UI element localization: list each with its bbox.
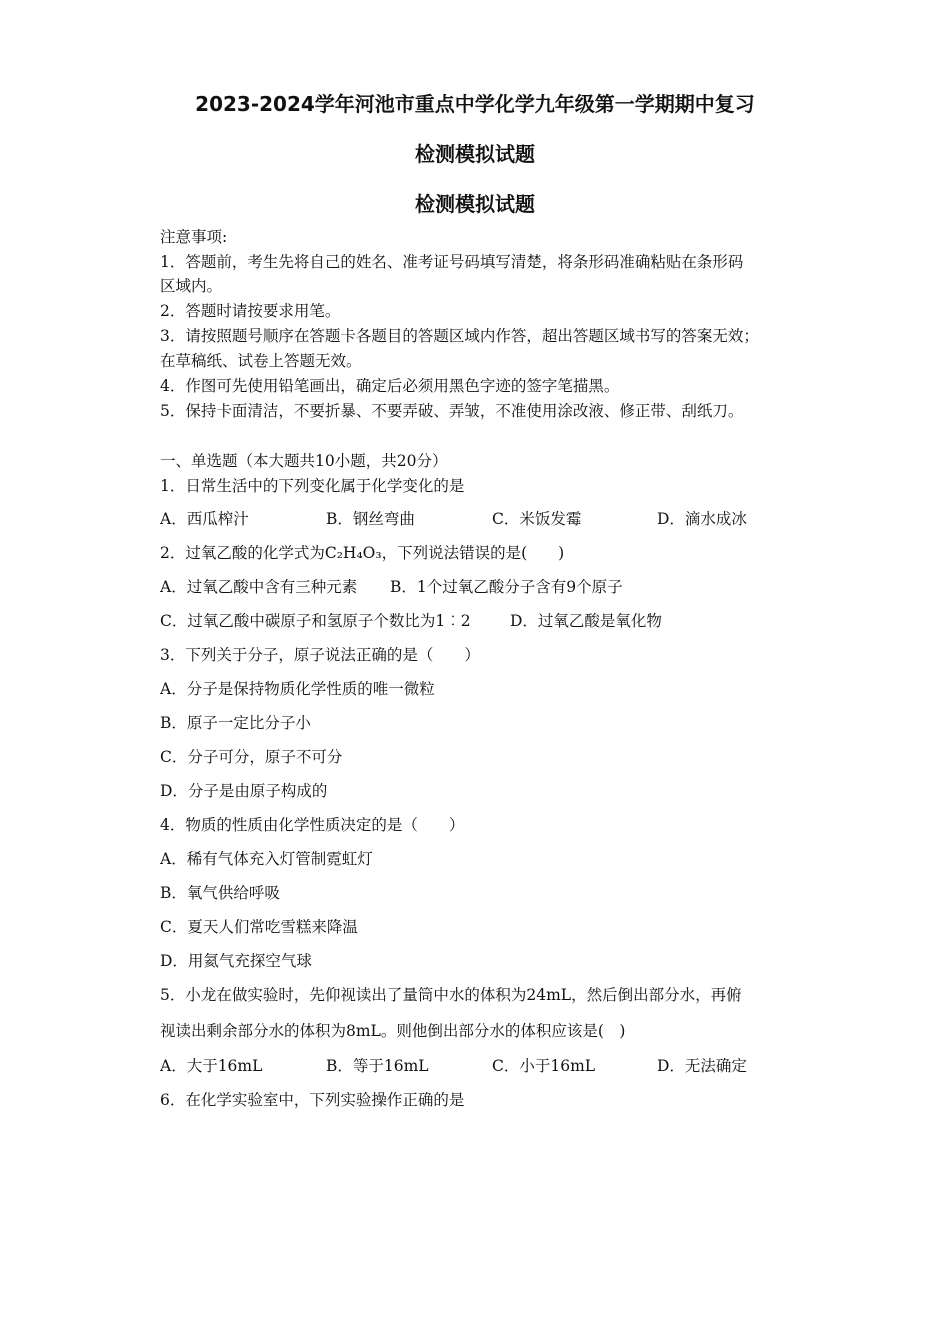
title-line-3: 检测模拟试题 bbox=[415, 192, 535, 216]
section-heading: 一、单选题（本大题共10小题，共20分） bbox=[160, 452, 448, 470]
option-d: D．过氧乙酸是氧化物 bbox=[510, 612, 662, 630]
title-line-2: 检测模拟试题 bbox=[415, 142, 535, 166]
option-a: A．大于16mL bbox=[160, 1057, 263, 1075]
question-stem: 6．在化学实验室中，下列实验操作正确的是 bbox=[160, 1091, 465, 1109]
note-line: 在草稿纸、试卷上答题无效。 bbox=[160, 352, 362, 370]
option-a: A．分子是保持物质化学性质的唯一微粒 bbox=[160, 680, 435, 698]
option-b: B．钢丝弯曲 bbox=[326, 510, 415, 528]
question-stem: 2．过氧乙酸的化学式为C₂H₄O₃，下列说法错误的是( ) bbox=[160, 544, 565, 562]
note-line: 4．作图可先使用铅笔画出，确定后必须用黑色字迹的签字笔描黑。 bbox=[160, 377, 620, 395]
question-stem: 4．物质的性质由化学性质决定的是（ ） bbox=[160, 816, 465, 834]
note-line: 1．答题前，考生先将自己的姓名、准考证号码填写清楚，将条形码准确粘贴在条形码 bbox=[160, 253, 744, 271]
note-line: 5．保持卡面清洁，不要折暴、不要弄破、弄皱，不准使用涂改液、修正带、刮纸刀。 bbox=[160, 402, 744, 420]
option-a: A．稀有气体充入灯管制霓虹灯 bbox=[160, 850, 373, 868]
option-b: B．1个过氧乙酸分子含有9个原子 bbox=[390, 578, 623, 596]
option-b: B．原子一定比分子小 bbox=[160, 714, 311, 732]
question-stem-continued: 视读出剩余部分水的体积为8mL。则他倒出部分水的体积应该是( ) bbox=[160, 1022, 626, 1040]
option-b: B．等于16mL bbox=[326, 1057, 429, 1075]
note-line: 2．答题时请按要求用笔。 bbox=[160, 302, 341, 320]
option-c: C．夏天人们常吃雪糕来降温 bbox=[160, 918, 358, 936]
option-d: D．无法确定 bbox=[657, 1057, 747, 1075]
question-stem: 1．日常生活中的下列变化属于化学变化的是 bbox=[160, 477, 465, 495]
title-line-1: 2023-2024学年河池市重点中学化学九年级第一学期期中复习 bbox=[195, 92, 755, 116]
option-c: C．米饭发霉 bbox=[492, 510, 582, 528]
option-c: C．过氧乙酸中碳原子和氢原子个数比为1︰2 bbox=[160, 612, 471, 630]
option-c: C．小于16mL bbox=[492, 1057, 596, 1075]
question-stem: 3．下列关于分子，原子说法正确的是（ ） bbox=[160, 646, 480, 664]
notes-heading: 注意事项: bbox=[160, 228, 228, 246]
option-c: C．分子可分，原子不可分 bbox=[160, 748, 343, 766]
note-line: 区域内。 bbox=[160, 277, 223, 295]
option-d: D．用氦气充探空气球 bbox=[160, 952, 312, 970]
option-a: A．西瓜榨汁 bbox=[160, 510, 249, 528]
note-line: 3．请按照题号顺序在答题卡各题目的答题区域内作答，超出答题区域书写的答案无效； bbox=[160, 327, 759, 345]
option-d: D．滴水成冰 bbox=[657, 510, 747, 528]
option-b: B．氧气供给呼吸 bbox=[160, 884, 280, 902]
question-stem: 5．小龙在做实验时，先仰视读出了量筒中水的体积为24mL，然后倒出部分水，再俯 bbox=[160, 986, 742, 1004]
option-d: D．分子是由原子构成的 bbox=[160, 782, 328, 800]
option-a: A．过氧乙酸中含有三种元素 bbox=[160, 578, 358, 596]
